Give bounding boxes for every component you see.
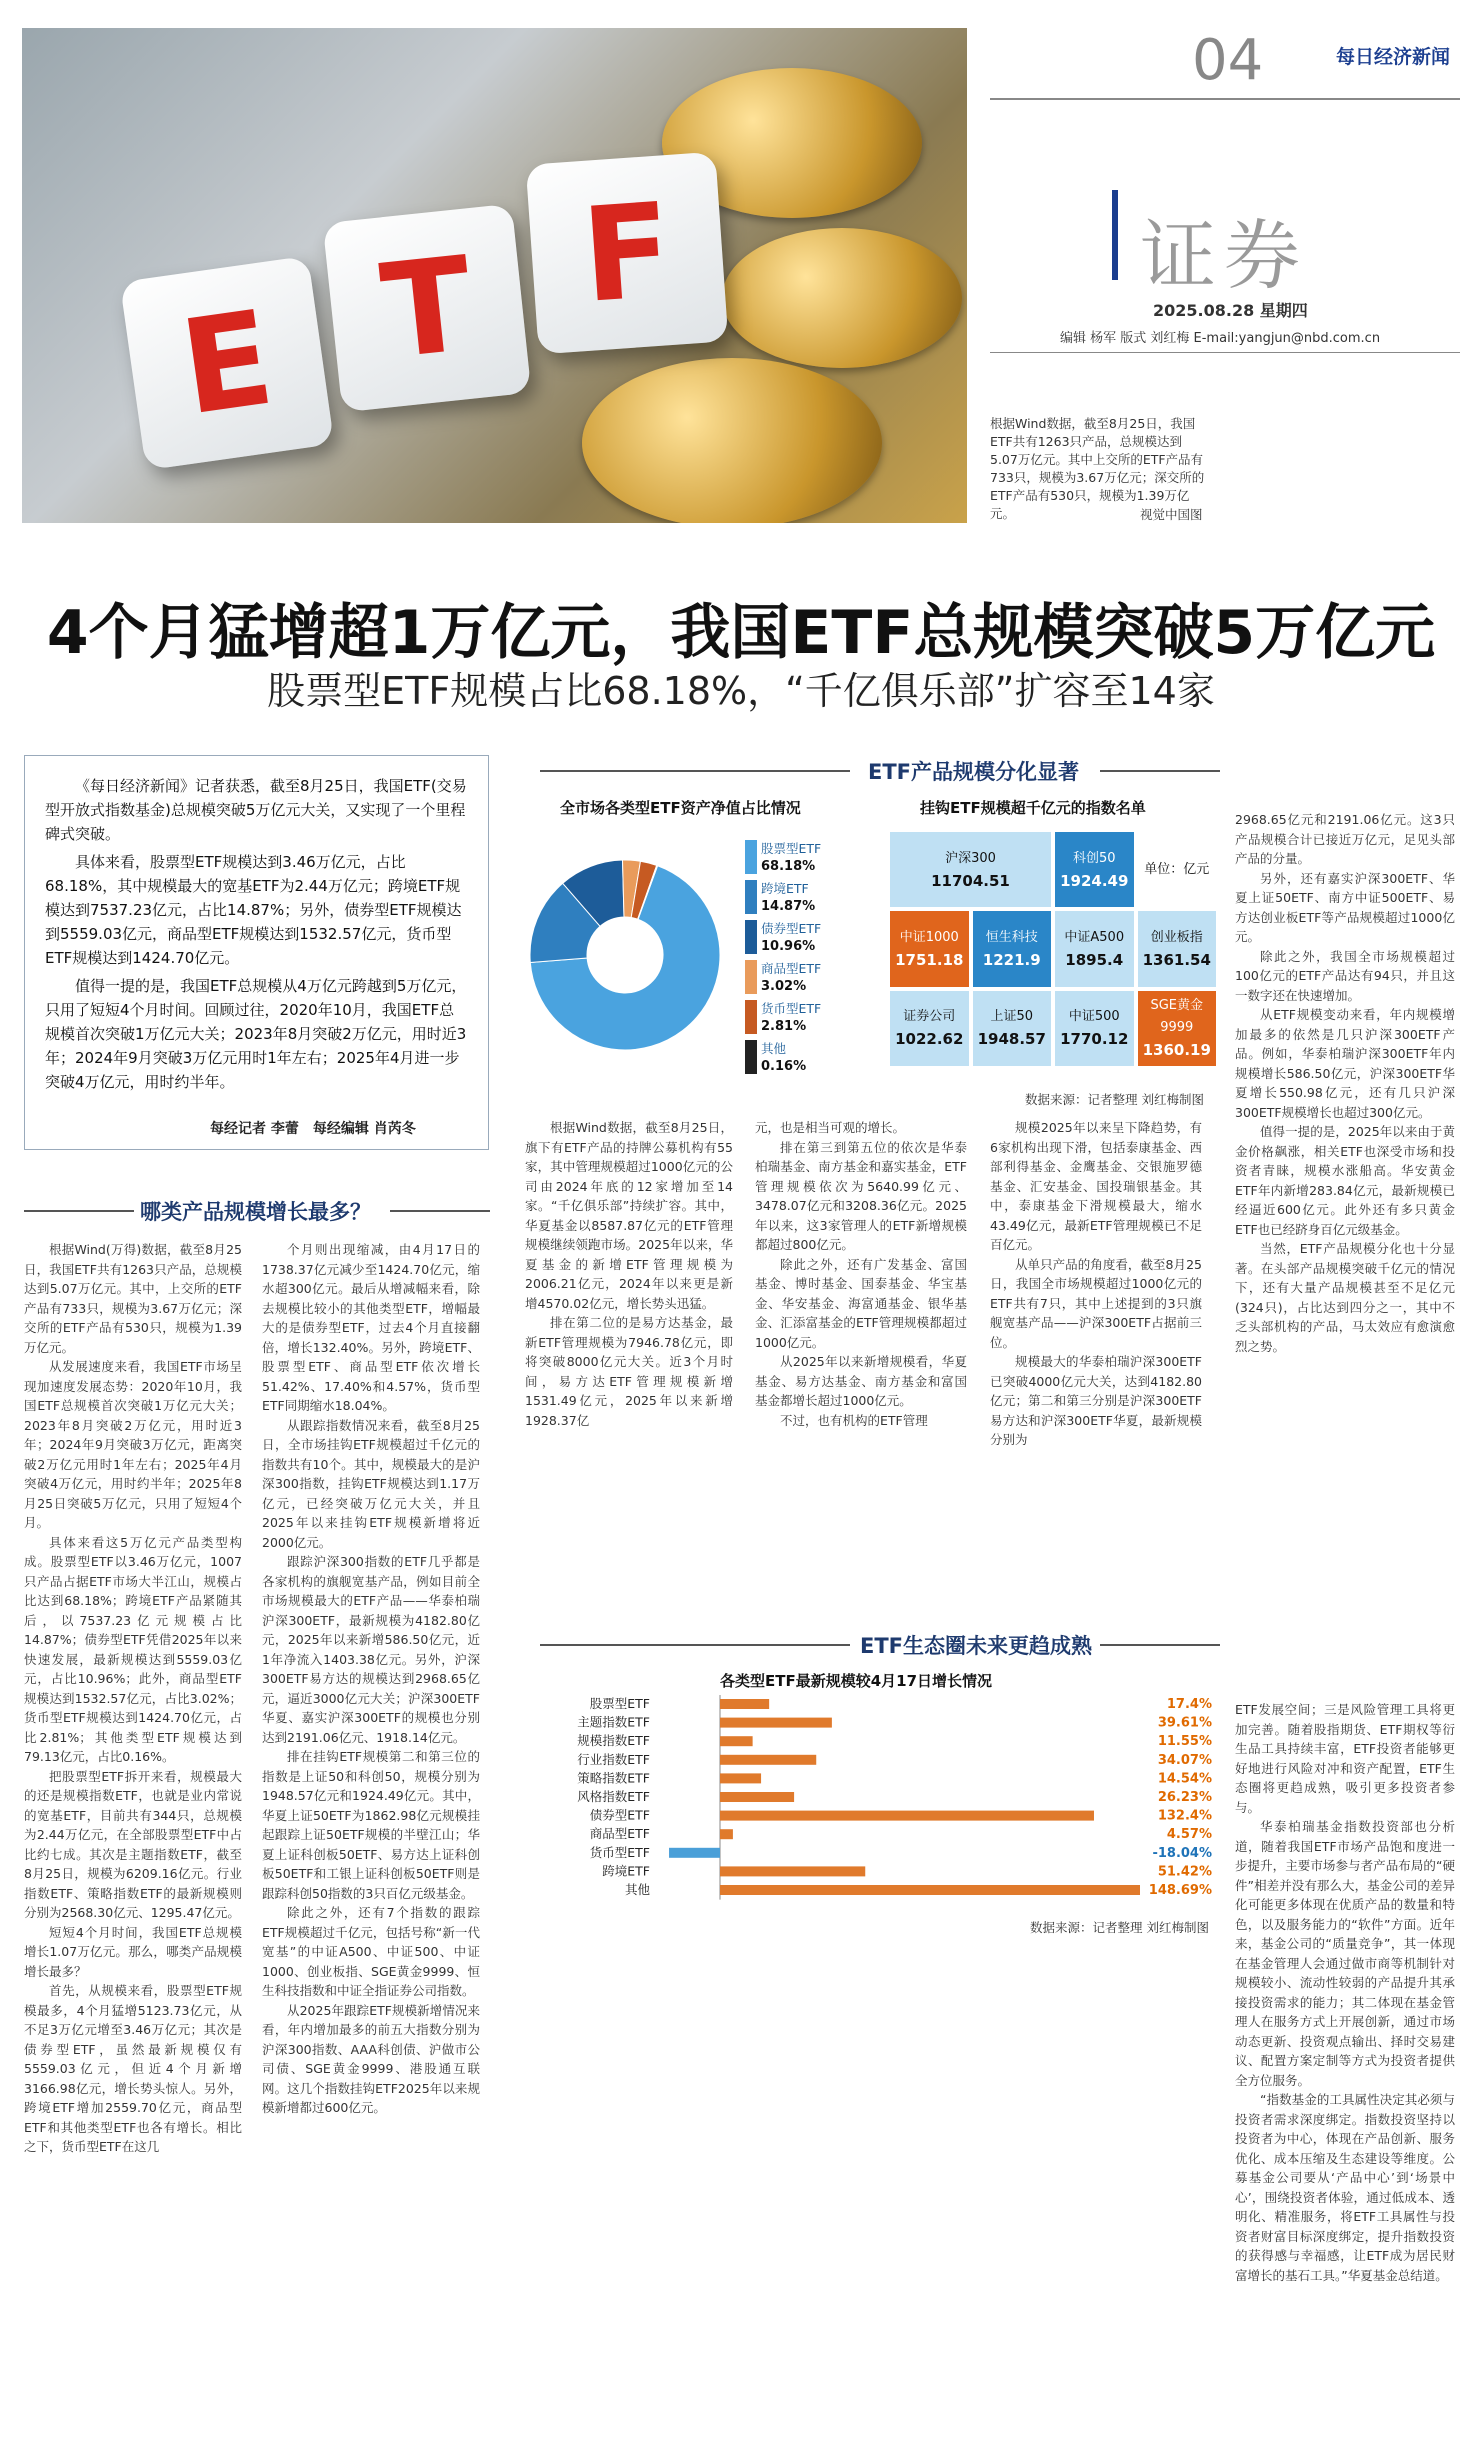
legend-label: 商品型ETF (761, 961, 822, 976)
body-paragraph: 从发展速度来看，我国ETF市场呈现加速度发展态势：2020年10月，我国ETF总规模首次突破1万亿元大关；2023年8月突破2万亿元，用时近3年；2024年9月突破3万亿元，距离突破2万亿元用时1年左右；2025年4月突破4万亿元，用时约半年；2025年8月25日突破5万亿元，只用了短短4个月。 (24, 1359, 242, 1530)
data-label: 0.16% (761, 1059, 807, 1074)
category-label: 策略指数ETF (577, 1770, 650, 1786)
data-label: 17.4% (1166, 1697, 1212, 1712)
section-rule (540, 770, 850, 772)
index-tile (1055, 832, 1134, 907)
body-paragraph: “指数基金的工具属性决定其必须与投资者需求深度绑定。指数投资坚持以投资者为中心，体现在产品创新、服务优化、成本压缩及生态建设等维度。公募基金公司要从‘产品中心’到‘场景中心’，围绕投资者体验，通过低成本、透明化、精准服务，将ETF工具属性与投资者财富目标深度绑定，提升指数投资的获得感与幸福感，让ETF成为居民财富增长的基石工具。”华夏基金总结道。 (1235, 2092, 1455, 2283)
legend-label: 债券型ETF (761, 921, 822, 936)
body-paragraph: 个月则出现缩减，由4月17日的1738.37亿元减少至1424.70亿元，缩水超300亿元。最后从增减幅来看，除去规模比较小的其他类型ETF，增幅最大的是债券型ETF，过去4个月直接翻倍，增长132.40%。另外，跨境ETF、股票型ETF、商品型ETF依次增长51.42%、17.40%和4.57%，货币型ETF同期缩水18.04%。 (262, 1242, 480, 1413)
sub-headline: 股票型ETF规模占比68.18%，“千亿俱乐部”扩容至14家 (267, 669, 1215, 713)
text-column (24, 1240, 242, 2430)
legend-swatch (745, 960, 757, 994)
unit-label: 单位：亿元 (1144, 861, 1210, 877)
lead-paragraph: 值得一提的是，我国ETF总规模从4万亿元跨越到5万亿元，只用了短短4个月时间。回顾过往，2020年10月，我国ETF总规模首次突破1万亿元大关；2023年8月突破2万亿元，用时近3年；2024年9月突破3万亿元用时1年左右；2025年4月进一步突破4万亿元，用时约半年。 (45, 977, 467, 1091)
bar (720, 1866, 865, 1876)
section-rule (24, 1210, 134, 1212)
chart-title: 全市场各类型ETF资产净值占比情况 (560, 799, 801, 817)
body-paragraph: 元，也是相当可观的增长。 (755, 1120, 906, 1135)
text-column (755, 1118, 967, 1588)
chart-title: 挂钩ETF规模超千亿元的指数名单 (920, 799, 1146, 817)
legend-label: 股票型ETF (761, 841, 822, 856)
data-label: 68.18% (761, 859, 816, 874)
data-label: 2.81% (761, 1019, 807, 1034)
body-paragraph: 把股票型ETF拆开来看，规模最大的还是规模指数ETF，也就是业内常说的宽基ETF，目前共有344只，总规模为2.44万亿元，在全部股票型ETF中占比约七成。其次是主题指数ETF，截至8月25日，规模为6209.16亿元。行业指数ETF、策略指数ETF的最新规模则分别为2568.30亿元、1295.47亿元。 (24, 1768, 242, 1920)
bar (720, 1829, 733, 1839)
index-tile (1055, 911, 1134, 986)
data-label: 14.87% (761, 899, 816, 914)
page-number: 04 (1192, 28, 1264, 93)
index-tile (1055, 991, 1134, 1066)
legend-label: 跨境ETF (761, 881, 809, 896)
hero-image (22, 28, 967, 523)
category-label: 跨境ETF (602, 1863, 650, 1879)
photo-credit: 视觉中国图 (1140, 507, 1203, 522)
data-label: 132.4% (1157, 1808, 1212, 1824)
index-tile-grid (888, 830, 1218, 1068)
body-paragraph: 除此之外，还有广发基金、富国基金、博时基金、国泰基金、华宝基金、华安基金、海富通基金、银华基金、汇添富基金的ETF管理规模都超过1000亿元。 (755, 1256, 967, 1350)
category-label: 风格指数ETF (577, 1789, 650, 1804)
tile-name: 恒生科技 (985, 929, 1038, 945)
text-column (262, 1240, 480, 2430)
category-label: 行业指数ETF (577, 1751, 650, 1767)
body-paragraph: 当然，ETF产品规模分化也十分显著。在头部产品规模突破千亿元的情况下，还有大量产品规模甚至不足亿元(324只)，占比达到四分之一，其中不乏头部机构的产品，马太效应有愈演愈烈之势。 (1235, 1241, 1455, 1354)
main-headline: 4个月猛增超1万亿元，我国ETF总规模突破5万亿元 (46, 598, 1436, 668)
body-paragraph: 跟踪沪深300指数的ETF几乎都是各家机构的旗舰宽基产品，例如目前全市场规模最大的ETF产品——华泰柏瑞沪深300ETF，最新规模为4182.80亿元，2025年以来新增586.50亿元，近1年净流入1403.38亿元。另外，沪深300ETF易方达的规模达到2968.65亿元，逼近3000亿元大关；沪深300ETF华夏、嘉实沪深300ETF的规模也分别达到2191.06亿元、1918.14亿元。 (262, 1554, 480, 1745)
section-marker (1112, 190, 1118, 280)
body-paragraph: 根据Wind(万得)数据，截至8月25日，我国ETF共有1263只产品，总规模达到5.07万亿元。其中，上交所的ETF产品有733只，规模为3.67万亿元；深交所的ETF产品有530只，规模为1.39万亿元。 (24, 1242, 242, 1355)
data-label: 34.07% (1157, 1752, 1212, 1768)
category-label: 股票型ETF (589, 1696, 650, 1711)
etf-key-t: T (323, 204, 532, 413)
byline: 每经记者 李蕾 每经编辑 肖芮冬 (210, 1121, 416, 1137)
tile-value: 1948.57 (977, 1030, 1046, 1049)
body-paragraph: 2968.65亿元和2191.06亿元。这3只产品规模合计已接近万亿元，足见头部产品的分量。 (1235, 812, 1455, 866)
data-label: 148.69% (1148, 1883, 1212, 1898)
tile-name: 沪深300 (945, 850, 996, 866)
data-label: 51.42% (1157, 1864, 1212, 1880)
photo-caption: 根据Wind数据，截至8月25日，我国ETF共有1263只产品，总规模达到5.07万亿元。其中上交所的ETF产品有733只，规模为3.67万亿元；深交所的ETF产品有530只，规模为1.39万亿元。 (990, 416, 1205, 521)
legend-swatch (745, 1040, 757, 1074)
tile-value: 1360.19 (1142, 1041, 1211, 1060)
body-paragraph: 具体来看这5万亿元产品类型构成。股票型ETF以3.46万亿元，1007只产品占据ETF市场大半江山，规模占比达到68.18%；跨境ETF产品紧随其后，以7537.23亿元规模占比14.87%；债券型ETF凭借2025年以来快速发展，最新规模达到5559.03亿元，占比10.96%；此外，商品型ETF规模达到1532.57亿元，占比3.02%；货币型ETF规模达到1424.70亿元，占比2.81%；其他类型ETF规模达到79.13亿元，占比0.16%。 (24, 1534, 242, 1764)
tile-name: 中证1000 (899, 929, 959, 945)
bar (720, 1736, 753, 1746)
coin-stack-image (582, 358, 882, 523)
tile-name: SGE黄金9999 (1150, 998, 1204, 1036)
data-label: 4.57% (1166, 1827, 1212, 1843)
legend-swatch (745, 840, 757, 874)
tile-name: 证券公司 (903, 1009, 956, 1025)
body-paragraph: 排在第三到第五位的依次是华泰柏瑞基金、南方基金和嘉实基金，ETF管理规模依次为5640.99亿元、3478.07亿元和3208.36亿元。2025年以来，这3家管理人的ETF新增规模都超过800亿元。 (755, 1139, 967, 1252)
masthead-rule (990, 98, 1460, 100)
tile-name: 上证50 (990, 1009, 1034, 1025)
section-rule (1100, 770, 1220, 772)
tile-value: 1924.49 (1060, 871, 1129, 890)
category-label: 其他 (624, 1882, 650, 1897)
data-label: 11.55% (1157, 1734, 1212, 1750)
bar (720, 1773, 761, 1783)
index-tile (890, 991, 969, 1066)
lead-box (24, 755, 489, 1150)
masthead-rule (990, 352, 1460, 353)
legend-label: 其他 (761, 1041, 787, 1056)
chart-source: 数据来源：记者整理 刘红梅制图 (1025, 1092, 1204, 1107)
legend-label: 货币型ETF (761, 1001, 822, 1016)
bar (720, 1792, 794, 1802)
body-paragraph: 从2025年以来新增规模看，华夏基金、易方达基金、南方基金和富国基金都增长超过1000亿元。 (755, 1354, 967, 1408)
bar (720, 1718, 832, 1728)
issue-date: 2025.08.28 星期四 (1153, 301, 1308, 320)
category-label: 规模指数ETF (577, 1733, 650, 1749)
donut-chart (525, 835, 885, 1085)
chart-title: 各类型ETF最新规模较4月17日增长情况 (720, 1672, 993, 1690)
lead-paragraph: 《每日经济新闻》记者获悉，截至8月25日，我国ETF(交易型开放式指数基金)总规模突破5万亿元大关，又实现了一个里程碑式突破。 (45, 777, 467, 843)
category-label: 货币型ETF (589, 1844, 650, 1860)
text-column (1235, 1700, 1455, 2430)
etf-key-e: E (120, 256, 335, 471)
tile-value: 1022.62 (895, 1030, 964, 1049)
index-tile (1138, 991, 1217, 1066)
body-paragraph: 除此之外，还有7个指数的跟踪ETF规模超过千亿元，包括号称“新一代宽基”的中证A500、中证500、中证1000、创业板指、SGE黄金9999、恒生科技指数和中证全指证券公司指数。 (262, 1905, 480, 1998)
body-paragraph: 规模2025年以来呈下降趋势，有6家机构出现下滑，包括泰康基金、西部利得基金、金鹰基金、交银施罗德基金、汇安基金、国投瑞银基金。其中，泰康基金下滑规模最大，缩水43.49亿元，最新ETF管理规模已不足百亿元。 (990, 1120, 1202, 1252)
text-column (525, 1118, 733, 1588)
section-heading: ETF产品规模分化显著 (868, 760, 1080, 784)
body-paragraph: 除此之外，我国全市场规模超过100亿元的ETF产品达有94只，并且这一数字还在快速增加。 (1235, 948, 1455, 1003)
section-rule (540, 1644, 850, 1646)
tile-name: 创业板指 (1150, 929, 1203, 945)
growth-bar-chart (540, 1695, 1220, 1905)
paper-name: 每日经济新闻 (1336, 46, 1451, 68)
tile-value: 1895.4 (1065, 950, 1124, 969)
section-heading: ETF生态圈未来更趋成熟 (860, 1634, 1093, 1658)
category-label: 主题指数ETF (577, 1714, 650, 1730)
section-title: 证券 (1140, 211, 1308, 300)
lead-paragraph: 具体来看，股票型ETF规模达到3.46万亿元，占比68.18%，其中规模最大的宽基ETF为2.44万亿元；跨境ETF规模达到7537.23亿元，占比14.87%；另外，债券型ETF规模达到5559.03亿元，商品型ETF规模达到1532.57亿元，货币型ETF规模达到1424.70亿元。 (45, 853, 462, 967)
bar (720, 1811, 1094, 1821)
section-heading: 哪类产品规模增长最多？ (140, 1200, 371, 1224)
tile-value: 1221.9 (982, 950, 1041, 969)
tile-value: 1770.12 (1060, 1030, 1129, 1049)
body-paragraph: 排在第二位的是易方达基金，最新ETF管理规模为7946.78亿元，即将突破8000亿元大关。近3个月时间，易方达ETF管理规模新增1531.49亿元，2025年以来新增1928.37亿 (525, 1315, 733, 1428)
data-label: 39.61% (1157, 1715, 1212, 1731)
body-paragraph: 排在挂钩ETF规模第二和第三位的指数是上证50和科创50，规模分别为1948.57亿元和1924.49亿元。其中，华夏上证50ETF为1862.98亿元规模挂起跟踪上证50ETF规模的半壁江山；华夏上证科创板50ETF、易方达上证科创板50ETF和工银上证科创板50ETF则是跟踪科创50指数的3只百亿元级基金。 (262, 1749, 480, 1901)
body-paragraph: 不过，也有机构的ETF管理 (780, 1412, 928, 1428)
text-column (1235, 810, 1455, 1690)
coin-stack-image (722, 228, 962, 368)
body-paragraph: 从单只产品的角度看，截至8月25日，我国全市场规模超过1000亿元的ETF共有7只，其中上述提到的3只旗舰宽基产品——沪深300ETF占据前三位。 (990, 1256, 1202, 1350)
legend-swatch (745, 920, 757, 954)
body-paragraph: 另外，还有嘉实沪深300ETF、华夏上证50ETF、南方中证500ETF、易方达创业板ETF等产品规模超过1000亿元。 (1235, 870, 1455, 944)
body-paragraph: 短短4个月时间，我国ETF总规模增长1.07万亿元。那么，哪类产品规模增长最多？ (24, 1924, 242, 1979)
body-paragraph: ETF发展空间；三是风险管理工具将更加完善。随着股指期货、ETF期权等衍生品工具持续丰富，ETF投资者能够更好地进行风险对冲和资产配置，ETF生态圈将更趋成熟，吸引更多投资者参与。 (1235, 1702, 1455, 1815)
index-tile (890, 832, 1051, 907)
category-label: 商品型ETF (589, 1826, 650, 1842)
tile-value: 11704.51 (931, 871, 1010, 890)
data-label: 10.96% (761, 939, 816, 954)
data-label: 3.02% (761, 979, 807, 994)
body-paragraph: 华泰柏瑞基金指数投资部也分析道，随着我国ETF市场产品饱和度进一步提升，主要市场参与者产品布局的“硬件”相差并没有那么大，基金公司的差异化可能更多体现在优质产品的数量和特色，以及服务能力的“软件”方面。近年来，基金公司的“质量竞争”，其一体现在基金管理人会通过做市商等机制针对规模较小、流动性较弱的产品提升其承接投资需求的能力；其二体现在基金管理人在服务方式上开展创新，通过市场动态更新、投资观点输出、择时交易建议、配置方案定制等方式为投资者提供全方位服务。 (1235, 1819, 1455, 2088)
tile-name: 中证A500 (1064, 929, 1125, 945)
tile-name: 科创50 (1072, 850, 1116, 866)
etf-key-f: F (526, 152, 729, 355)
body-paragraph: 值得一提的是，2025年以来由于黄金价格飙涨，相关ETF也深受市场和投资者青睐，规模水涨船高。华安黄金ETF年内新增283.84亿元，最新规模已经逼近600亿元。此外还有多只黄金ETF也已经跻身百亿元级基金。 (1235, 1124, 1455, 1237)
body-paragraph: 首先，从规模来看，股票型ETF规模最多，4个月猛增5123.73亿元，从不足3万亿元增至3.46万亿元；其次是债券型ETF，虽然最新规模仅有5559.03亿元，但近4个月新增3166.98亿元，增长势头惊人。另外，跨境ETF增加2559.70亿元，商品型ETF和其他类型ETF也各有增长。相比之下，货币型ETF在这几 (24, 1983, 242, 2154)
tile-value: 1751.18 (895, 950, 964, 969)
index-tile (973, 911, 1052, 986)
section-rule (1100, 1644, 1220, 1646)
index-tile (1138, 911, 1217, 986)
bar (720, 1885, 1140, 1895)
bar (720, 1755, 816, 1765)
data-label: -18.04% (1152, 1845, 1212, 1861)
bar (669, 1848, 720, 1858)
body-paragraph: 从2025年跟踪ETF规模新增情况来看，年内增加最多的前五大指数分别为沪深300指数、AAA科创债、沪做市公司债、SGE黄金9999、港股通互联网。这几个指数挂钩ETF2025年以来规模新增都过600亿元。 (262, 2002, 480, 2115)
legend-swatch (745, 1000, 757, 1034)
body-paragraph: 规模最大的华泰柏瑞沪深300ETF已突破4000亿元大关，达到4182.80亿元；第二和第三分别是沪深300ETF易方达和沪深300ETF华夏，最新规模分别为 (990, 1354, 1202, 1447)
data-label: 14.54% (1157, 1771, 1212, 1787)
category-label: 债券型ETF (589, 1807, 650, 1823)
legend-swatch (745, 880, 757, 914)
body-paragraph: 从ETF规模变动来看，年内规模增加最多的依然是几只沪深300ETF产品。例如，华泰柏瑞沪深300ETF年内规模增长586.50亿元，沪深300ETF华夏增长550.98亿元，还有几只沪深300ETF规模增长也超过300亿元。 (1235, 1007, 1455, 1120)
editor-line: 编辑 杨军 版式 刘红梅 E-mail:yangjun@nbd.com.cn (1060, 331, 1381, 346)
data-label: 26.23% (1157, 1790, 1212, 1805)
text-column (990, 1118, 1202, 1588)
body-paragraph: 根据Wind数据，截至8月25日，旗下有ETF产品的持牌公募机构有55家，其中管理规模超过1000亿元的公司由2024年底的12家增加至14家。“千亿俱乐部”持续扩容。其中，华夏基金以8587.87亿元的ETF管理规模继续领跑市场。2025年以来，华夏基金的新增ETF管理规模为2006.21亿元，2024年以来更是新增4570.02亿元，增长势头迅猛。 (525, 1120, 733, 1311)
index-tile (973, 991, 1052, 1066)
body-paragraph: 从跟踪指数情况来看，截至8月25日，全市场挂钩ETF规模超过千亿元的指数共有10个。其中，规模最大的是沪深300指数，挂钩ETF规模达到1.17万亿元，已经突破万亿元大关，并且2025年以来挂钩ETF规模新增将近2000亿元。 (262, 1417, 480, 1550)
bar (720, 1699, 769, 1709)
tile-value: 1361.54 (1142, 950, 1211, 969)
section-rule (390, 1210, 490, 1212)
index-tile (890, 911, 969, 986)
chart-source: 数据来源：记者整理 刘红梅制图 (1030, 1920, 1209, 1935)
tile-name: 中证500 (1068, 1009, 1120, 1025)
